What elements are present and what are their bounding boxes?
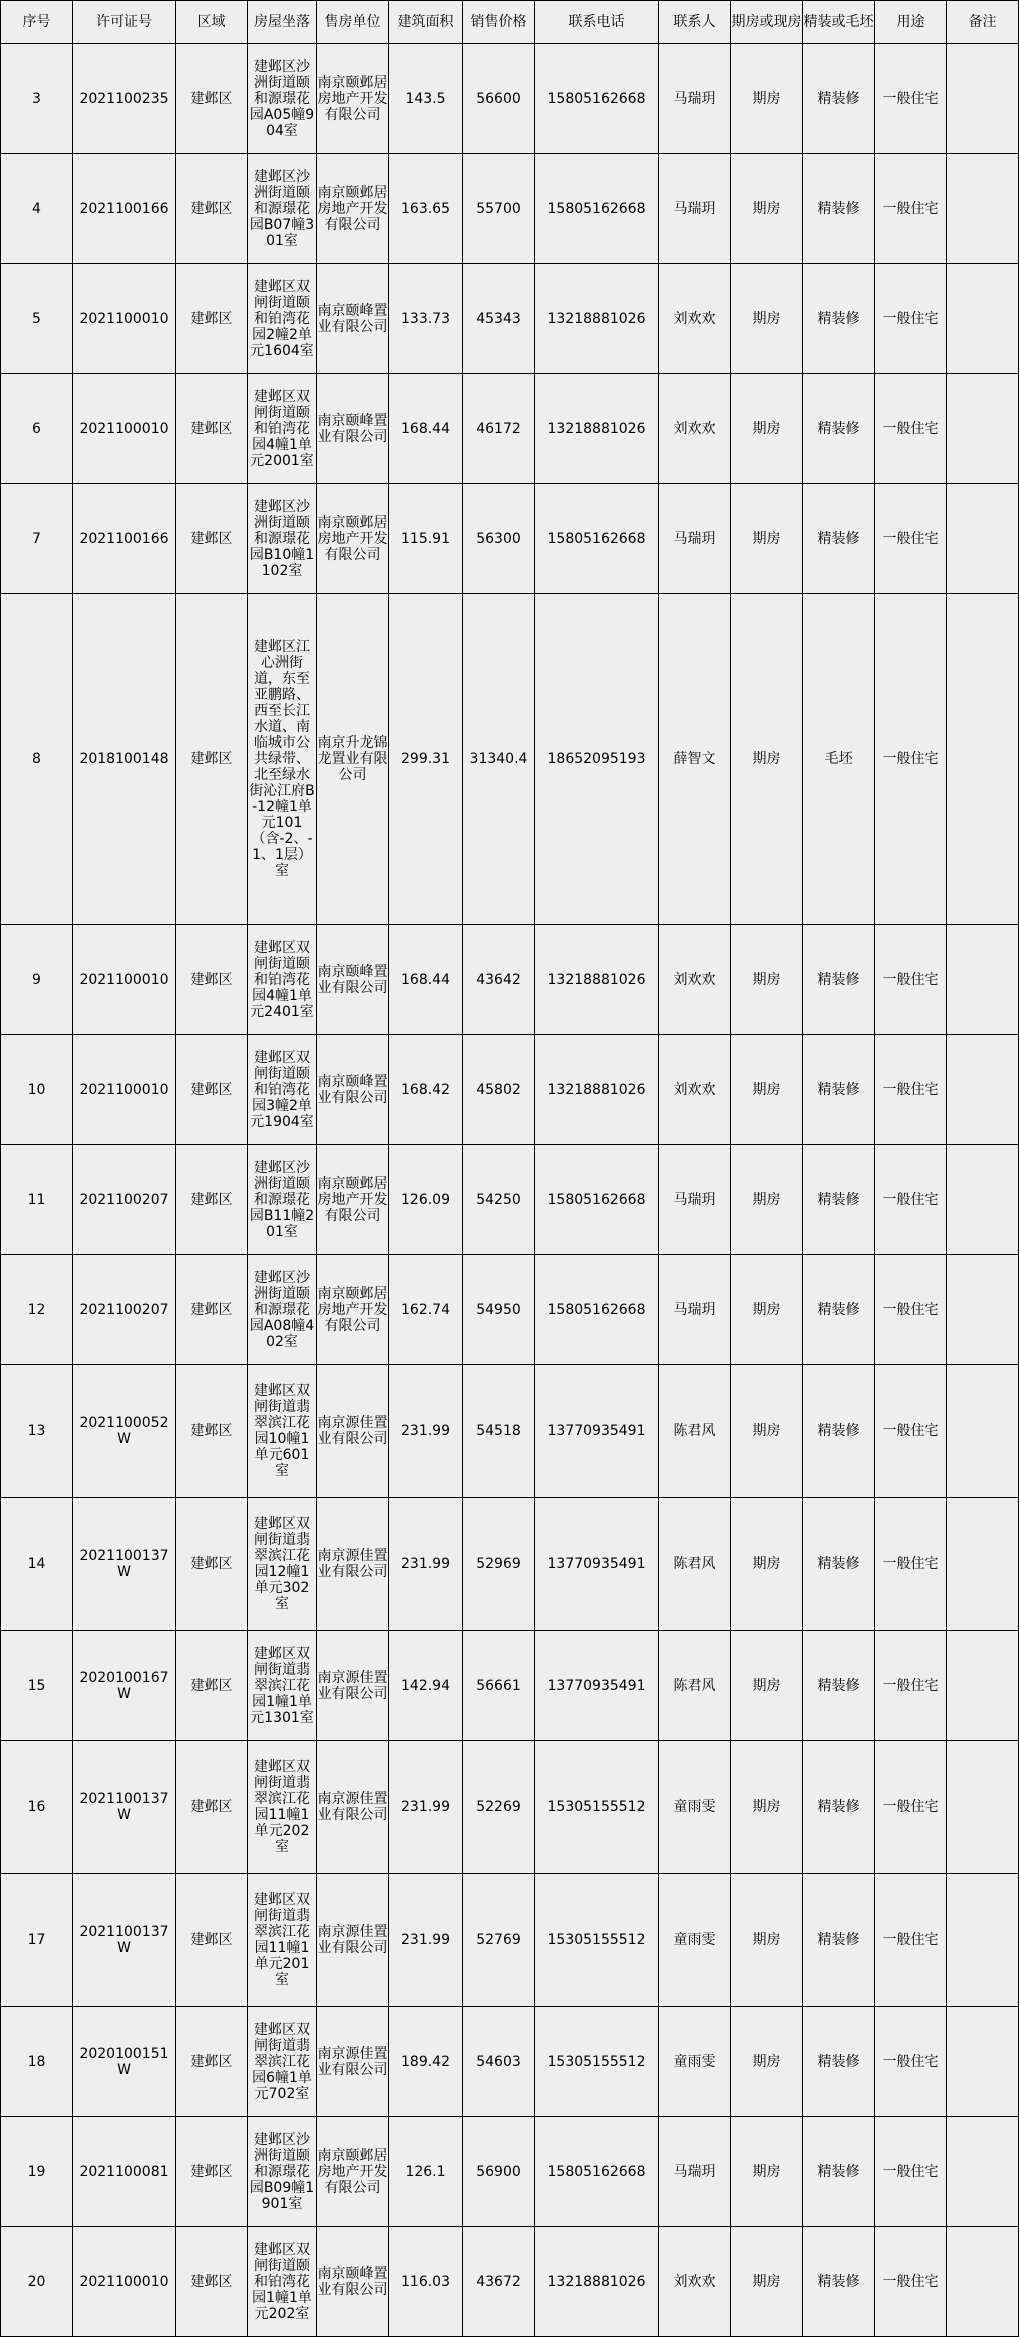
cell-finish: 精装修: [803, 2117, 875, 2227]
cell-district: 建邺区: [176, 484, 248, 594]
cell-note: [947, 2117, 1019, 2227]
cell-address: 建邺区沙洲街道颐和源璟花园A05幢904室: [248, 44, 317, 154]
cell-sale-price: 31340.4: [463, 594, 535, 925]
cell-floor-area: 115.91: [389, 484, 463, 594]
cell-floor-area: 126.1: [389, 2117, 463, 2227]
table-row: [1, 374, 1019, 484]
cell-phone: 15305155512: [535, 1874, 659, 2007]
cell-finish: 精装修: [803, 1874, 875, 2007]
cell-note: [947, 1255, 1019, 1365]
cell-floor-area: 189.42: [389, 2007, 463, 2117]
table-row: [1, 1498, 1019, 1631]
cell-address: 建邺区双闸街道翡翠滨江花园11幢1单元201室: [248, 1874, 317, 2007]
cell-address: 建邺区沙洲街道颐和源璟花园A08幢402室: [248, 1255, 317, 1365]
table-body: [1, 44, 1019, 2337]
cell-phone: 13218881026: [535, 2227, 659, 2337]
cell-note: [947, 1145, 1019, 1255]
cell-serial: 4: [1, 154, 73, 264]
table-header: [1, 1, 1019, 44]
cell-sale-price: 56661: [463, 1631, 535, 1741]
cell-sale-price: 52969: [463, 1498, 535, 1631]
table-row: [1, 154, 1019, 264]
cell-serial: 19: [1, 2117, 73, 2227]
cell-sale-price: 54518: [463, 1365, 535, 1498]
cell-phone: 15305155512: [535, 1741, 659, 1874]
cell-finish: 精装修: [803, 1255, 875, 1365]
cell-serial: 8: [1, 594, 73, 925]
cell-permit-number: 2021100235: [73, 44, 176, 154]
cell-address: 建邺区沙洲街道颐和源璟花园B10幢1102室: [248, 484, 317, 594]
cell-use: 一般住宅: [875, 1498, 947, 1631]
cell-sale-price: 56600: [463, 44, 535, 154]
cell-stage: 期房: [731, 925, 803, 1035]
cell-sale-price: 46172: [463, 374, 535, 484]
cell-address: 建邺区双闸街道颐和铂湾花园2幢2单元1604室: [248, 264, 317, 374]
cell-permit-number: 2021100137W: [73, 1874, 176, 2007]
cell-seller: 南京源佳置业有限公司: [317, 1741, 389, 1874]
cell-use: 一般住宅: [875, 264, 947, 374]
cell-stage: 期房: [731, 594, 803, 925]
cell-address: 建邺区双闸街道颐和铂湾花园1幢1单元202室: [248, 2227, 317, 2337]
cell-use: 一般住宅: [875, 44, 947, 154]
cell-finish: 精装修: [803, 484, 875, 594]
cell-address: 建邺区双闸街道翡翠滨江花园10幢1单元601室: [248, 1365, 317, 1498]
cell-district: 建邺区: [176, 1035, 248, 1145]
cell-note: [947, 1741, 1019, 1874]
cell-permit-number: 2021100137W: [73, 1498, 176, 1631]
cell-sale-price: 54950: [463, 1255, 535, 1365]
header-finish: 精装或毛坯: [803, 1, 875, 44]
cell-contact: 刘欢欢: [659, 2227, 731, 2337]
cell-district: 建邺区: [176, 374, 248, 484]
cell-contact: 童雨雯: [659, 1741, 731, 1874]
cell-seller: 南京源佳置业有限公司: [317, 1498, 389, 1631]
cell-contact: 马瑞玥: [659, 1255, 731, 1365]
cell-serial: 16: [1, 1741, 73, 1874]
cell-stage: 期房: [731, 1874, 803, 2007]
cell-phone: 13218881026: [535, 264, 659, 374]
table-row: [1, 264, 1019, 374]
cell-use: 一般住宅: [875, 1365, 947, 1498]
cell-floor-area: 126.09: [389, 1145, 463, 1255]
cell-seller: 南京源佳置业有限公司: [317, 2007, 389, 2117]
cell-phone: 15805162668: [535, 484, 659, 594]
cell-contact: 马瑞玥: [659, 2117, 731, 2227]
cell-district: 建邺区: [176, 1498, 248, 1631]
cell-serial: 13: [1, 1365, 73, 1498]
cell-use: 一般住宅: [875, 1874, 947, 2007]
table-row: [1, 1255, 1019, 1365]
cell-finish: 精装修: [803, 374, 875, 484]
cell-district: 建邺区: [176, 2007, 248, 2117]
cell-finish: 毛坯: [803, 594, 875, 925]
cell-seller: 南京颐峰置业有限公司: [317, 1035, 389, 1145]
cell-stage: 期房: [731, 2117, 803, 2227]
cell-phone: 15805162668: [535, 1145, 659, 1255]
cell-district: 建邺区: [176, 44, 248, 154]
table-row: [1, 484, 1019, 594]
cell-permit-number: 2018100148: [73, 594, 176, 925]
cell-contact: 马瑞玥: [659, 1145, 731, 1255]
cell-address: 建邺区双闸街道翡翠滨江花园6幢1单元702室: [248, 2007, 317, 2117]
cell-note: [947, 264, 1019, 374]
cell-permit-number: 2021100166: [73, 484, 176, 594]
cell-note: [947, 2007, 1019, 2117]
table-row: [1, 2007, 1019, 2117]
cell-phone: 15805162668: [535, 2117, 659, 2227]
cell-serial: 11: [1, 1145, 73, 1255]
cell-permit-number: 2021100052W: [73, 1365, 176, 1498]
cell-use: 一般住宅: [875, 1255, 947, 1365]
cell-seller: 南京颐邺居房地产开发有限公司: [317, 44, 389, 154]
cell-sale-price: 45343: [463, 264, 535, 374]
cell-finish: 精装修: [803, 2227, 875, 2337]
cell-seller: 南京源佳置业有限公司: [317, 1365, 389, 1498]
cell-floor-area: 168.42: [389, 1035, 463, 1145]
cell-use: 一般住宅: [875, 374, 947, 484]
cell-phone: 13218881026: [535, 374, 659, 484]
cell-use: 一般住宅: [875, 154, 947, 264]
cell-sale-price: 54603: [463, 2007, 535, 2117]
cell-address: 建邺区沙洲街道颐和源璟花园B11幢201室: [248, 1145, 317, 1255]
cell-floor-area: 142.94: [389, 1631, 463, 1741]
table-row: [1, 925, 1019, 1035]
cell-note: [947, 154, 1019, 264]
cell-use: 一般住宅: [875, 2227, 947, 2337]
cell-sale-price: 45802: [463, 1035, 535, 1145]
cell-stage: 期房: [731, 44, 803, 154]
cell-district: 建邺区: [176, 1631, 248, 1741]
cell-seller: 南京颐邺居房地产开发有限公司: [317, 154, 389, 264]
cell-sale-price: 54250: [463, 1145, 535, 1255]
cell-district: 建邺区: [176, 1145, 248, 1255]
cell-note: [947, 1874, 1019, 2007]
cell-use: 一般住宅: [875, 594, 947, 925]
cell-note: [947, 2227, 1019, 2337]
header-floor-area: 建筑面积: [389, 1, 463, 44]
cell-serial: 6: [1, 374, 73, 484]
table-row: [1, 2117, 1019, 2227]
cell-address: 建邺区沙洲街道颐和源璟花园B07幢301室: [248, 154, 317, 264]
cell-note: [947, 1365, 1019, 1498]
header-note: 备注: [947, 1, 1019, 44]
cell-stage: 期房: [731, 1145, 803, 1255]
cell-note: [947, 925, 1019, 1035]
cell-address: 建邺区江心洲街道，东至亚鹏路、西至长江水道、南临城市公共绿带、北至绿水街沁江府B-12幢1单元101（含-2、-1、1层）室: [248, 594, 317, 925]
cell-serial: 14: [1, 1498, 73, 1631]
cell-serial: 12: [1, 1255, 73, 1365]
cell-floor-area: 116.03: [389, 2227, 463, 2337]
cell-use: 一般住宅: [875, 1741, 947, 1874]
cell-seller: 南京颐峰置业有限公司: [317, 2227, 389, 2337]
header-address: 房屋坐落: [248, 1, 317, 44]
cell-serial: 20: [1, 2227, 73, 2337]
cell-seller: 南京源佳置业有限公司: [317, 1874, 389, 2007]
cell-contact: 薛智文: [659, 594, 731, 925]
cell-stage: 期房: [731, 374, 803, 484]
cell-floor-area: 143.5: [389, 44, 463, 154]
header-sale-price: 销售价格: [463, 1, 535, 44]
cell-finish: 精装修: [803, 2007, 875, 2117]
cell-permit-number: 2021100166: [73, 154, 176, 264]
cell-sale-price: 55700: [463, 154, 535, 264]
cell-contact: 陈君风: [659, 1498, 731, 1631]
cell-serial: 7: [1, 484, 73, 594]
cell-use: 一般住宅: [875, 484, 947, 594]
cell-phone: 13218881026: [535, 925, 659, 1035]
cell-phone: 13770935491: [535, 1631, 659, 1741]
cell-sale-price: 43642: [463, 925, 535, 1035]
cell-permit-number: 2021100010: [73, 925, 176, 1035]
table-row: [1, 1145, 1019, 1255]
cell-district: 建邺区: [176, 1255, 248, 1365]
cell-serial: 9: [1, 925, 73, 1035]
cell-finish: 精装修: [803, 1498, 875, 1631]
cell-stage: 期房: [731, 1741, 803, 1874]
cell-stage: 期房: [731, 1631, 803, 1741]
cell-note: [947, 1035, 1019, 1145]
cell-permit-number: 2021100137W: [73, 1741, 176, 1874]
cell-contact: 刘欢欢: [659, 925, 731, 1035]
cell-seller: 南京颐峰置业有限公司: [317, 264, 389, 374]
cell-use: 一般住宅: [875, 1631, 947, 1741]
cell-use: 一般住宅: [875, 1035, 947, 1145]
table-row: [1, 2227, 1019, 2337]
cell-district: 建邺区: [176, 2227, 248, 2337]
cell-floor-area: 133.73: [389, 264, 463, 374]
cell-seller: 南京颐邺居房地产开发有限公司: [317, 1145, 389, 1255]
cell-contact: 陈君风: [659, 1365, 731, 1498]
cell-sale-price: 43672: [463, 2227, 535, 2337]
table-row: [1, 594, 1019, 925]
cell-note: [947, 484, 1019, 594]
cell-stage: 期房: [731, 2227, 803, 2337]
cell-finish: 精装修: [803, 264, 875, 374]
cell-address: 建邺区双闸街道翡翠滨江花园11幢1单元202室: [248, 1741, 317, 1874]
cell-contact: 刘欢欢: [659, 374, 731, 484]
cell-address: 建邺区双闸街道颐和铂湾花园3幢2单元1904室: [248, 1035, 317, 1145]
table-row: [1, 1035, 1019, 1145]
table-row: [1, 44, 1019, 154]
cell-district: 建邺区: [176, 1874, 248, 2007]
header-phone: 联系电话: [535, 1, 659, 44]
cell-note: [947, 374, 1019, 484]
cell-use: 一般住宅: [875, 1145, 947, 1255]
header-seller: 售房单位: [317, 1, 389, 44]
cell-permit-number: 2021100207: [73, 1255, 176, 1365]
cell-district: 建邺区: [176, 2117, 248, 2227]
cell-floor-area: 168.44: [389, 925, 463, 1035]
cell-phone: 15805162668: [535, 1255, 659, 1365]
cell-finish: 精装修: [803, 1631, 875, 1741]
cell-phone: 15805162668: [535, 154, 659, 264]
cell-finish: 精装修: [803, 44, 875, 154]
cell-permit-number: 2020100167W: [73, 1631, 176, 1741]
cell-contact: 童雨雯: [659, 1874, 731, 2007]
cell-sale-price: 52269: [463, 1741, 535, 1874]
cell-serial: 5: [1, 264, 73, 374]
header-row: [1, 1, 1019, 44]
cell-phone: 18652095193: [535, 594, 659, 925]
cell-permit-number: 2021100010: [73, 1035, 176, 1145]
cell-note: [947, 44, 1019, 154]
cell-floor-area: 231.99: [389, 1498, 463, 1631]
cell-district: 建邺区: [176, 1741, 248, 1874]
cell-district: 建邺区: [176, 264, 248, 374]
cell-seller: 南京源佳置业有限公司: [317, 1631, 389, 1741]
cell-district: 建邺区: [176, 1365, 248, 1498]
header-permit-number: 许可证号: [73, 1, 176, 44]
cell-contact: 马瑞玥: [659, 484, 731, 594]
cell-seller: 南京颐邺居房地产开发有限公司: [317, 484, 389, 594]
cell-sale-price: 56300: [463, 484, 535, 594]
cell-serial: 17: [1, 1874, 73, 2007]
cell-permit-number: 2021100207: [73, 1145, 176, 1255]
cell-finish: 精装修: [803, 154, 875, 264]
cell-contact: 童雨雯: [659, 2007, 731, 2117]
cell-phone: 13218881026: [535, 1035, 659, 1145]
table-row: [1, 1741, 1019, 1874]
cell-address: 建邺区双闸街道颐和铂湾花园4幢1单元2001室: [248, 374, 317, 484]
table-row: [1, 1874, 1019, 2007]
cell-floor-area: 231.99: [389, 1365, 463, 1498]
cell-finish: 精装修: [803, 1035, 875, 1145]
cell-note: [947, 1498, 1019, 1631]
cell-use: 一般住宅: [875, 925, 947, 1035]
cell-contact: 马瑞玥: [659, 154, 731, 264]
table-row: [1, 1365, 1019, 1498]
cell-stage: 期房: [731, 264, 803, 374]
table-row: [1, 1631, 1019, 1741]
cell-sale-price: 56900: [463, 2117, 535, 2227]
cell-contact: 刘欢欢: [659, 1035, 731, 1145]
cell-permit-number: 2021100010: [73, 264, 176, 374]
cell-finish: 精装修: [803, 1145, 875, 1255]
cell-contact: 马瑞玥: [659, 44, 731, 154]
header-stage: 期房或现房: [731, 1, 803, 44]
cell-district: 建邺区: [176, 925, 248, 1035]
cell-contact: 刘欢欢: [659, 264, 731, 374]
cell-seller: 南京颐邺居房地产开发有限公司: [317, 1255, 389, 1365]
cell-use: 一般住宅: [875, 2117, 947, 2227]
cell-permit-number: 2021100010: [73, 2227, 176, 2337]
cell-note: [947, 594, 1019, 925]
cell-seller: 南京升龙锦龙置业有限公司: [317, 594, 389, 925]
cell-permit-number: 2020100151W: [73, 2007, 176, 2117]
cell-floor-area: 162.74: [389, 1255, 463, 1365]
cell-address: 建邺区双闸街道翡翠滨江花园1幢1单元1301室: [248, 1631, 317, 1741]
cell-floor-area: 231.99: [389, 1741, 463, 1874]
cell-finish: 精装修: [803, 925, 875, 1035]
cell-finish: 精装修: [803, 1365, 875, 1498]
cell-permit-number: 2021100010: [73, 374, 176, 484]
cell-stage: 期房: [731, 2007, 803, 2117]
cell-stage: 期房: [731, 1255, 803, 1365]
header-contact: 联系人: [659, 1, 731, 44]
cell-phone: 13770935491: [535, 1498, 659, 1631]
cell-district: 建邺区: [176, 154, 248, 264]
cell-stage: 期房: [731, 1365, 803, 1498]
cell-stage: 期房: [731, 1035, 803, 1145]
cell-stage: 期房: [731, 154, 803, 264]
cell-seller: 南京颐峰置业有限公司: [317, 374, 389, 484]
cell-serial: 18: [1, 2007, 73, 2117]
cell-finish: 精装修: [803, 1741, 875, 1874]
cell-seller: 南京颐峰置业有限公司: [317, 925, 389, 1035]
cell-phone: 15805162668: [535, 44, 659, 154]
header-use: 用途: [875, 1, 947, 44]
cell-address: 建邺区沙洲街道颐和源璟花园B09幢1901室: [248, 2117, 317, 2227]
cell-seller: 南京颐邺居房地产开发有限公司: [317, 2117, 389, 2227]
cell-phone: 13770935491: [535, 1365, 659, 1498]
cell-stage: 期房: [731, 484, 803, 594]
cell-sale-price: 52769: [463, 1874, 535, 2007]
cell-permit-number: 2021100081: [73, 2117, 176, 2227]
cell-note: [947, 1631, 1019, 1741]
cell-contact: 陈君风: [659, 1631, 731, 1741]
cell-district: 建邺区: [176, 594, 248, 925]
cell-serial: 3: [1, 44, 73, 154]
cell-phone: 15305155512: [535, 2007, 659, 2117]
cell-floor-area: 231.99: [389, 1874, 463, 2007]
header-serial: 序号: [1, 1, 73, 44]
cell-floor-area: 299.31: [389, 594, 463, 925]
cell-floor-area: 163.65: [389, 154, 463, 264]
cell-serial: 15: [1, 1631, 73, 1741]
cell-floor-area: 168.44: [389, 374, 463, 484]
cell-use: 一般住宅: [875, 2007, 947, 2117]
header-district: 区域: [176, 1, 248, 44]
cell-address: 建邺区双闸街道颐和铂湾花园4幢1单元2401室: [248, 925, 317, 1035]
cell-serial: 10: [1, 1035, 73, 1145]
cell-address: 建邺区双闸街道翡翠滨江花园12幢1单元302室: [248, 1498, 317, 1631]
cell-stage: 期房: [731, 1498, 803, 1631]
